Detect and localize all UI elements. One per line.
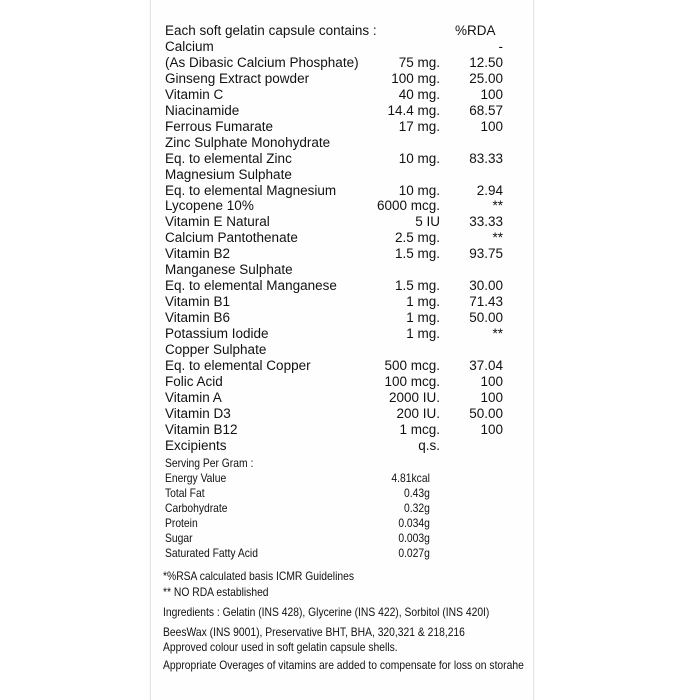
nutrient-name: Vitamin C [165, 87, 224, 102]
footnote-line: BeesWax (INS 9001), Preservative BHT, BHA, 320,321 & 218,216 [163, 625, 465, 639]
nutrient-amount: 75 mg. [398, 55, 440, 70]
nutrient-row [165, 374, 510, 390]
nutrient-row [165, 278, 510, 294]
nutrient-row [165, 326, 510, 342]
nutrient-row [165, 262, 510, 278]
nutrient-amount: 1 mg. [406, 294, 440, 309]
nutrient-name: Copper Sulphate [165, 342, 267, 357]
nutrient-name: Manganese Sulphate [165, 262, 293, 277]
serving-name: Serving Per Gram : [165, 456, 254, 470]
nutrient-row [165, 151, 510, 167]
nutrient-row [165, 246, 510, 262]
nutrient-rda: 12.50 [469, 55, 503, 70]
nutrient-rda: 100 [480, 422, 503, 437]
nutrient-name: Vitamin D3 [165, 406, 231, 421]
nutrient-amount: 100 mg. [391, 71, 440, 86]
nutrient-name: Ferrous Fumarate [165, 119, 274, 134]
nutrient-rda: 100 [480, 374, 503, 389]
nutrient-row [165, 119, 510, 135]
nutrient-amount: 1 mcg. [399, 422, 440, 437]
nutrient-row [165, 294, 510, 310]
nutrient-name: Vitamin A [165, 390, 222, 405]
nutrient-row [165, 406, 510, 422]
header-row [165, 23, 510, 39]
nutrient-rda: 71.43 [469, 294, 503, 309]
serving-row [165, 500, 462, 516]
nutrient-name: Potassium Iodide [165, 326, 269, 341]
nutrient-name: (As Dibasic Calcium Phosphate) [165, 55, 359, 70]
nutrient-row [165, 103, 510, 119]
nutrient-name: Eq. to elemental Magnesium [165, 183, 337, 198]
nutrient-amount: 2000 IU. [388, 390, 440, 405]
nutrient-name: Niacinamide [165, 103, 240, 118]
nutrient-name: Lycopene 10% [165, 198, 254, 213]
nutrient-rda: 100 [480, 87, 503, 102]
nutrient-name: Magnesium Sulphate [165, 167, 292, 182]
nutrient-name: Vitamin B6 [165, 310, 231, 325]
nutrient-row [165, 214, 510, 230]
nutrient-name: Vitamin B12 [165, 422, 238, 437]
serving-name: Sugar [165, 531, 193, 545]
nutrient-rda: 25.00 [469, 71, 503, 86]
nutrient-row [165, 167, 510, 183]
serving-row [165, 515, 462, 531]
nutrient-amount: 1 mg. [406, 310, 440, 325]
serving-amount: 0.003g [398, 531, 430, 545]
nutrient-row [165, 342, 510, 358]
nutrient-rda: 50.00 [469, 310, 503, 325]
nutrient-rda: 50.00 [469, 406, 503, 421]
nutrient-rda: 68.57 [469, 103, 503, 118]
nutrient-amount: 6000 mcg. [376, 198, 440, 213]
serving-amount: 4.81kcal [391, 471, 430, 485]
serving-amount: 0.32g [404, 501, 430, 515]
nutrient-row [165, 39, 510, 55]
nutrient-name: Eq. to elemental Zinc [165, 151, 292, 166]
nutrient-amount: 14.4 mg. [387, 103, 440, 118]
nutrient-amount: 1.5 mg. [394, 246, 440, 261]
nutrient-name: Folic Acid [165, 374, 223, 389]
nutrient-amount: 1.5 mg. [394, 278, 440, 293]
serving-name: Energy Value [165, 471, 227, 485]
nutrient-row [165, 230, 510, 246]
nutrient-rda: 2.94 [476, 183, 503, 198]
nutrient-amount: 5 IU [415, 214, 440, 229]
serving-name: Saturated Fatty Acid [165, 546, 258, 560]
footnote-line: Approved colour used in soft gelatin capsule shells. [163, 640, 398, 654]
footnote-line: Appropriate Overages of vitamins are added to compensate for loss on storahe [163, 658, 524, 672]
nutrient-name: Excipients [165, 438, 227, 453]
nutrient-row [165, 135, 510, 151]
nutrient-amount: q.s. [418, 438, 440, 453]
nutrient-name: Calcium [165, 39, 214, 54]
serving-row [165, 530, 462, 546]
serving-name: Carbohydrate [165, 501, 228, 515]
nutrient-amount: 100 mcg. [384, 374, 440, 389]
nutrient-row [165, 358, 510, 374]
footnote-line: *%RSA calculated basis ICMR Guidelines [163, 569, 355, 583]
nutrient-name: Zinc Sulphate Monohydrate [165, 135, 331, 150]
nutrient-row [165, 183, 510, 199]
nutrient-row [165, 310, 510, 326]
serving-name: Protein [165, 516, 198, 530]
nutrient-row [165, 390, 510, 406]
nutrient-amount: 10 mg. [398, 151, 440, 166]
nutrient-row [165, 71, 510, 87]
nutrient-row [165, 55, 510, 71]
nutrient-amount: 17 mg. [398, 119, 440, 134]
nutrient-row [165, 87, 510, 103]
serving-row [165, 545, 462, 561]
nutrient-rda: 83.33 [469, 151, 503, 166]
serving-row [165, 485, 462, 501]
footnote-line: Ingredients : Gelatin (INS 428), Glycerine (INS 422), Sorbitol (INS 420I) [163, 605, 490, 619]
nutrient-name: Ginseng Extract powder [165, 71, 310, 86]
nutrient-rda: ** [492, 326, 503, 341]
nutrient-amount: 2.5 mg. [394, 230, 440, 245]
nutrient-rda: 33.33 [469, 214, 503, 229]
nutrient-amount: 200 IU. [396, 406, 440, 421]
nutrient-row [165, 422, 510, 438]
serving-amount: 0.034g [398, 516, 430, 530]
nutrient-name: Vitamin E Natural [165, 214, 270, 229]
nutrient-rda: 37.04 [469, 358, 503, 373]
serving-amount: 0.027g [398, 546, 430, 560]
serving-row [165, 470, 462, 486]
nutrient-amount: 10 mg. [398, 183, 440, 198]
nutrient-row [165, 198, 510, 214]
nutrient-rda: 30.00 [469, 278, 503, 293]
footnote-line: ** NO RDA established [163, 585, 269, 599]
nutrient-amount: 500 mcg. [384, 358, 440, 373]
nutrient-name: Eq. to elemental Manganese [165, 278, 337, 293]
contains-heading: Each soft gelatin capsule contains : [165, 23, 377, 38]
rda-heading: %RDA [455, 23, 496, 38]
nutrient-rda: ** [492, 198, 503, 213]
nutrient-rda: 100 [480, 119, 503, 134]
nutrient-rda: 100 [480, 390, 503, 405]
nutrient-name: Vitamin B2 [165, 246, 231, 261]
nutrient-amount: 1 mg. [406, 326, 440, 341]
nutrient-rda: ** [492, 230, 503, 245]
nutrient-rda: - [498, 39, 503, 54]
nutrient-row [165, 438, 510, 454]
nutrient-rda: 93.75 [469, 246, 503, 261]
serving-name: Total Fat [165, 486, 205, 500]
serving-row [165, 455, 462, 471]
nutrient-name: Calcium Pantothenate [165, 230, 298, 245]
nutrient-name: Vitamin B1 [165, 294, 231, 309]
serving-amount: 0.43g [404, 486, 430, 500]
nutrient-amount: 40 mg. [398, 87, 440, 102]
nutrient-name: Eq. to elemental Copper [165, 358, 311, 373]
